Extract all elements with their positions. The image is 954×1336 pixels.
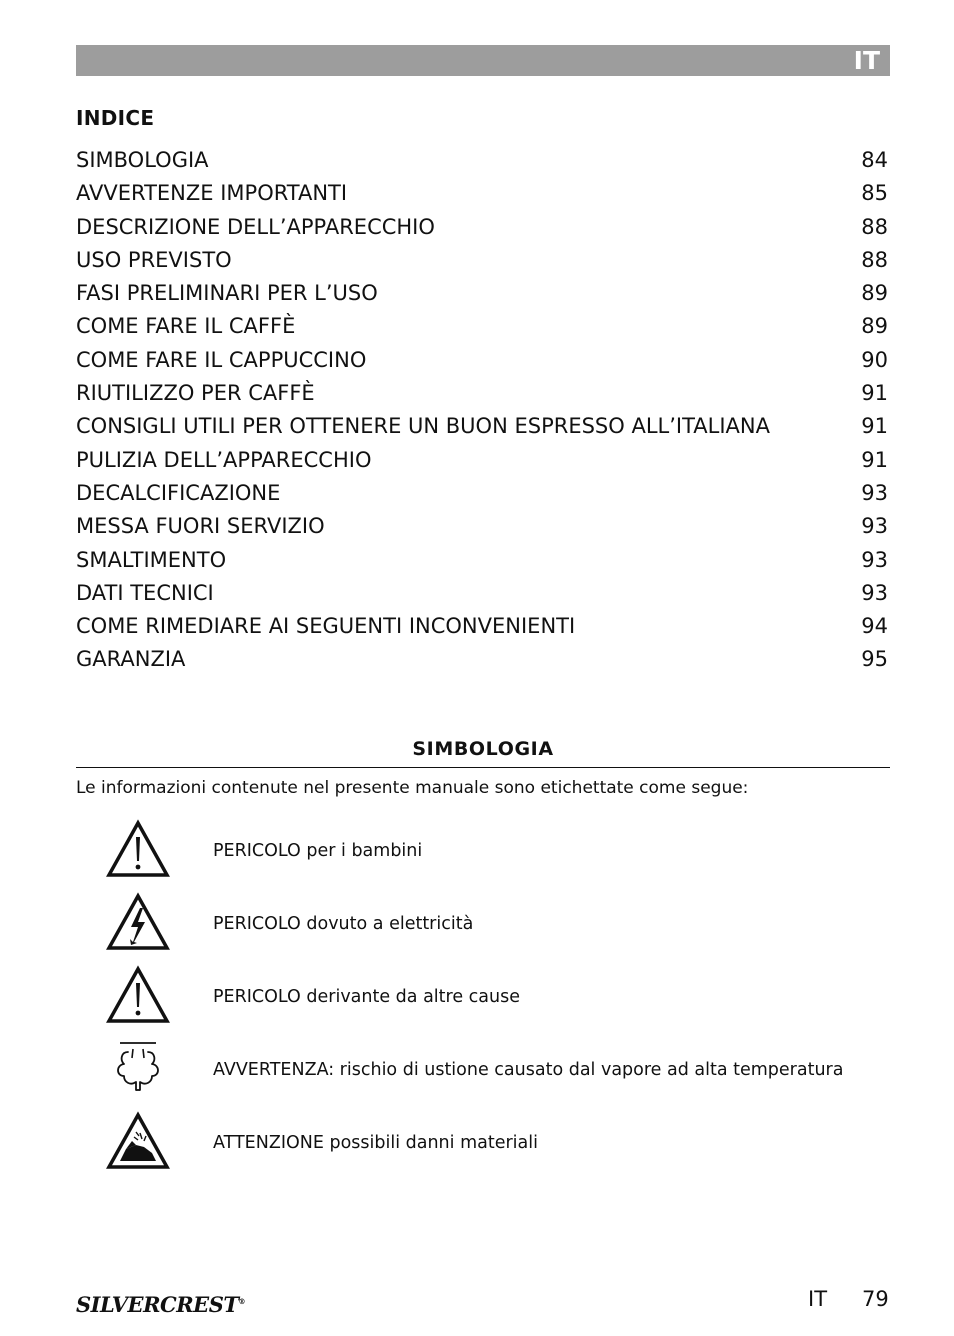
toc-entry xyxy=(76,510,888,543)
toc-entry-page: 90 xyxy=(861,347,888,372)
toc-entry-label: USO PREVISTO xyxy=(76,247,232,272)
toc-entry-label: SIMBOLOGIA xyxy=(76,148,209,172)
toc-entry-label: FASI PRELIMINARI PER L’USO xyxy=(76,281,378,306)
toc-entry-page: 93 xyxy=(861,514,888,539)
toc-entry-page: 91 xyxy=(861,381,888,406)
toc-entry xyxy=(76,477,888,510)
toc-entry-page: 84 xyxy=(861,148,888,172)
footer-language: IT xyxy=(808,1287,828,1311)
symbol-description: PERICOLO per i bambini xyxy=(213,841,423,861)
hot-steam-icon xyxy=(106,1038,170,1102)
toc-entry-page: 94 xyxy=(861,614,888,639)
toc-entry xyxy=(76,544,888,577)
warning-triangle-icon xyxy=(106,819,170,883)
toc-entry-label: RIUTILIZZO PER CAFFÈ xyxy=(76,381,315,406)
toc-entry-label: DECALCIFICAZIONE xyxy=(76,480,281,505)
toc-entry-label: COME RIMEDIARE AI SEGUENTI INCONVENIENTI xyxy=(76,614,576,639)
toc-entry-label: GARANZIA xyxy=(76,647,186,672)
toc-entry xyxy=(76,344,888,377)
toc-entry-page: 89 xyxy=(861,314,888,339)
symbol-item xyxy=(76,965,896,1029)
toc-entry xyxy=(76,211,888,244)
hand-crush-icon xyxy=(106,1111,170,1175)
language-header-bar xyxy=(76,45,890,76)
section-divider xyxy=(76,767,890,768)
section-intro: Le informazioni contenute nel presente manuale sono etichettate come segue: xyxy=(76,778,749,798)
warning-triangle-icon xyxy=(106,965,170,1029)
electric-hazard-icon xyxy=(106,892,170,956)
registered-mark: ® xyxy=(238,1297,245,1306)
symbol-description: ATTENZIONE possibili danni materiali xyxy=(213,1133,538,1153)
symbol-item xyxy=(76,1111,896,1175)
toc-entry xyxy=(76,144,888,177)
toc-entry xyxy=(76,277,888,310)
toc-entry-label: SMALTIMENTO xyxy=(76,547,227,572)
toc-entry-label: DESCRIZIONE DELL’APPARECCHIO xyxy=(76,214,435,239)
brand-logo-part2: CREST xyxy=(160,1292,239,1317)
language-code: IT xyxy=(853,46,880,75)
toc-entry-page: 88 xyxy=(861,247,888,272)
toc-entry-label: CONSIGLI UTILI PER OTTENERE UN BUON ESPRESSO ALL’ITALIANA xyxy=(76,414,770,439)
toc-entry-page: 93 xyxy=(861,547,888,572)
symbol-description: PERICOLO derivante da altre cause xyxy=(213,987,520,1007)
toc-entry xyxy=(76,410,888,443)
toc-entry-page: 85 xyxy=(861,181,888,206)
toc-entry-page: 91 xyxy=(861,447,888,472)
toc-entry-page: 93 xyxy=(861,480,888,505)
brand-logo-part1: SILVER xyxy=(76,1292,161,1317)
toc-entry xyxy=(76,577,888,610)
toc-entry-label: PULIZIA DELL’APPARECCHIO xyxy=(76,447,372,472)
toc-entry xyxy=(76,643,888,676)
toc-entry xyxy=(76,377,888,410)
toc-entry xyxy=(76,444,888,477)
symbol-item xyxy=(76,892,896,956)
index-heading: INDICE xyxy=(76,106,155,130)
symbol-description: AVVERTENZA: rischio di ustione causato dal vapore ad alta temperatura xyxy=(213,1060,844,1080)
toc-entry xyxy=(76,244,888,277)
toc-entry-label: AVVERTENZE IMPORTANTI xyxy=(76,181,348,206)
toc-entry-page: 93 xyxy=(861,580,888,605)
toc-entry-label: DATI TECNICI xyxy=(76,580,214,605)
section-title: SIMBOLOGIA xyxy=(412,738,554,760)
toc-entry xyxy=(76,610,888,643)
toc-entry-page: 89 xyxy=(861,281,888,306)
toc-entry-page: 91 xyxy=(861,414,888,439)
toc-entry-label: MESSA FUORI SERVIZIO xyxy=(76,514,325,539)
toc-entry xyxy=(76,177,888,210)
toc-entry xyxy=(76,310,888,343)
symbol-item xyxy=(76,1038,896,1102)
toc-entry-page: 95 xyxy=(861,647,888,672)
brand-logo xyxy=(76,1292,245,1317)
toc-entry-label: COME FARE IL CAFFÈ xyxy=(76,314,296,339)
toc-entry-label: COME FARE IL CAPPUCCINO xyxy=(76,347,367,372)
symbol-description: PERICOLO dovuto a elettricità xyxy=(213,914,474,934)
toc-entry-page: 88 xyxy=(861,214,888,239)
page-number: 79 xyxy=(862,1287,889,1311)
symbol-item xyxy=(76,819,896,883)
table-of-contents xyxy=(76,144,888,677)
